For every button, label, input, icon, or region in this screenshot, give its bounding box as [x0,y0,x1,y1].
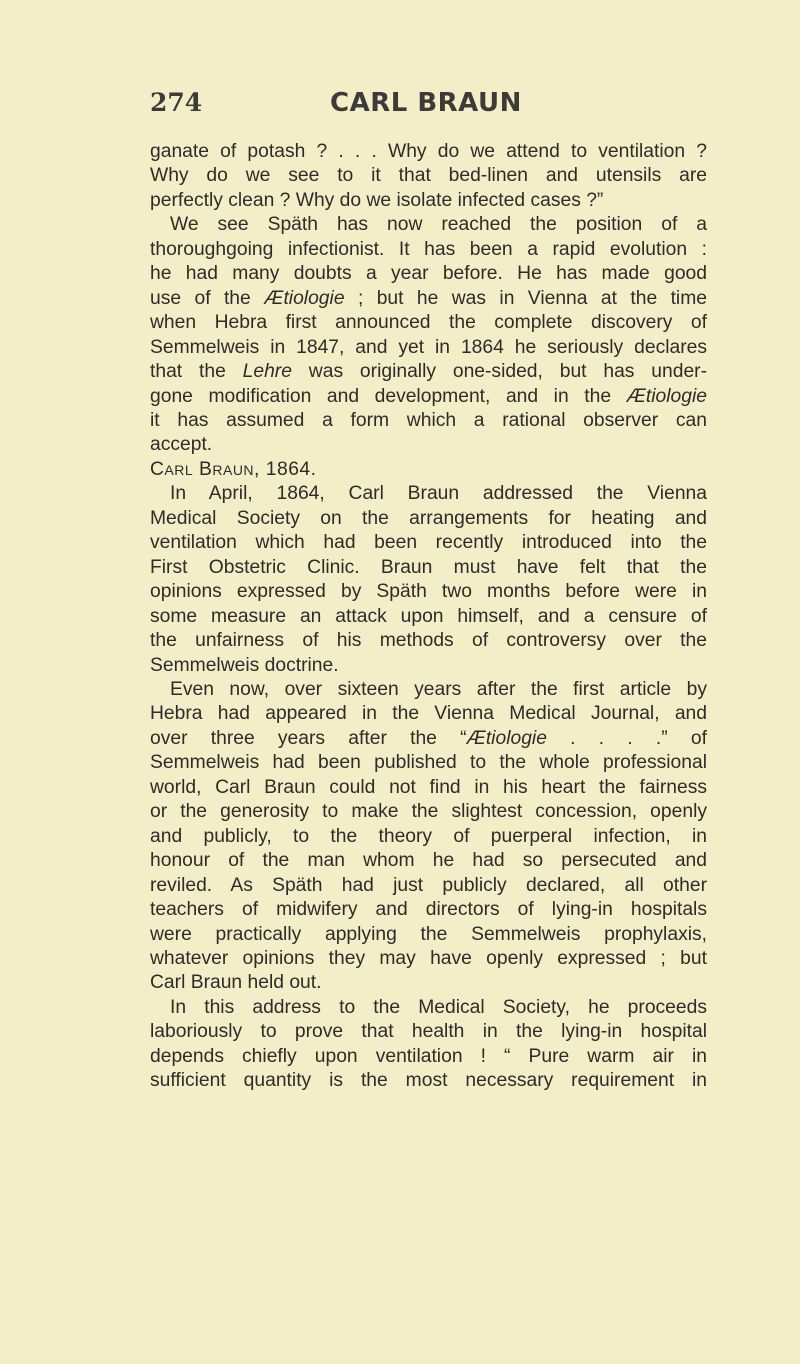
text-line: depends chiefly upon ventilation ! “ Pure warm air in [150,1045,707,1067]
signature-line: Carl Braun, 1864. [150,458,317,480]
body-text [150,140,707,1094]
text-line: Semmelweis had been published to the whole professional [150,752,707,774]
text-line: Semmelweis in 1847, and yet in 1864 he seriously declares [150,336,707,358]
text-line: ventilation which had been recently introduced into the [150,532,707,554]
page-number: 274 [150,88,203,117]
text-line: over three years after the “Ætiologie . . . .” of [150,727,707,749]
text-line: the unfairness of his methods of controversy over the [150,630,707,652]
running-head: CARL BRAUN [330,88,522,118]
text-line: accept. [150,434,213,456]
text-line: perfectly clean ? Why do we isolate infected cases ?” [150,189,604,211]
text-line: sufficient quantity is the most necessary requirement in [150,1070,707,1092]
text-line: whatever opinions they may have openly expressed ; but [150,947,707,969]
text-line: Carl Braun held out. [150,972,322,994]
text-line: world, Carl Braun could not find in his heart the fairness [150,776,707,798]
text-line: In April, 1864, Carl Braun addressed the Vienna [170,483,707,505]
text-line: teachers of midwifery and directors of lying-in hospitals [150,899,707,921]
text-line: laboriously to prove that health in the lying-in hospital [150,1021,707,1043]
text-line: some measure an attack upon himself, and a censure of [150,605,707,627]
text-line: In this address to the Medical Society, he proceeds [170,996,707,1018]
text-line: First Obstetric Clinic. Braun must have felt that the [150,556,707,578]
text-line: gone modification and development, and in the Ætiologie [150,385,707,407]
text-line: or the generosity to make the slightest concession, openly [150,801,707,823]
text-line: when Hebra first announced the complete discovery of [150,312,707,334]
text-line: ganate of potash ? . . . Why do we attend to ventilation ? [150,141,707,162]
text-line: were practically applying the Semmelweis prophylaxis, [150,923,707,945]
text-line: and publicly, to the theory of puerperal infection, in [150,825,707,847]
text-line: honour of the man whom he had so persecuted and [150,850,707,872]
text-line: use of the Ætiologie ; but he was in Vienna at the time [150,287,707,309]
text-line: opinions expressed by Späth two months before were in [150,581,707,603]
text-line: Medical Society on the arrangements for heating and [150,507,707,529]
text-line: Even now, over sixteen years after the first article by [170,678,707,700]
text-line: Semmelweis doctrine. [150,654,339,676]
text-line: that the Lehre was originally one-sided, but has under- [150,361,708,383]
text-line: Why do we see to it that bed-linen and utensils are [150,165,707,187]
text-line: Hebra had appeared in the Vienna Medical Journal, and [150,703,707,725]
text-line: it has assumed a form which a rational observer can [150,409,707,431]
text-line: he had many doubts a year before. He has made good [150,263,707,285]
page-header [0,88,800,128]
text-line: reviled. As Späth had just publicly declared, all other [150,874,707,896]
text-line: thoroughgoing infectionist. It has been a rapid evolution : [150,238,707,260]
text-line: We see Späth has now reached the position of a [170,214,707,236]
